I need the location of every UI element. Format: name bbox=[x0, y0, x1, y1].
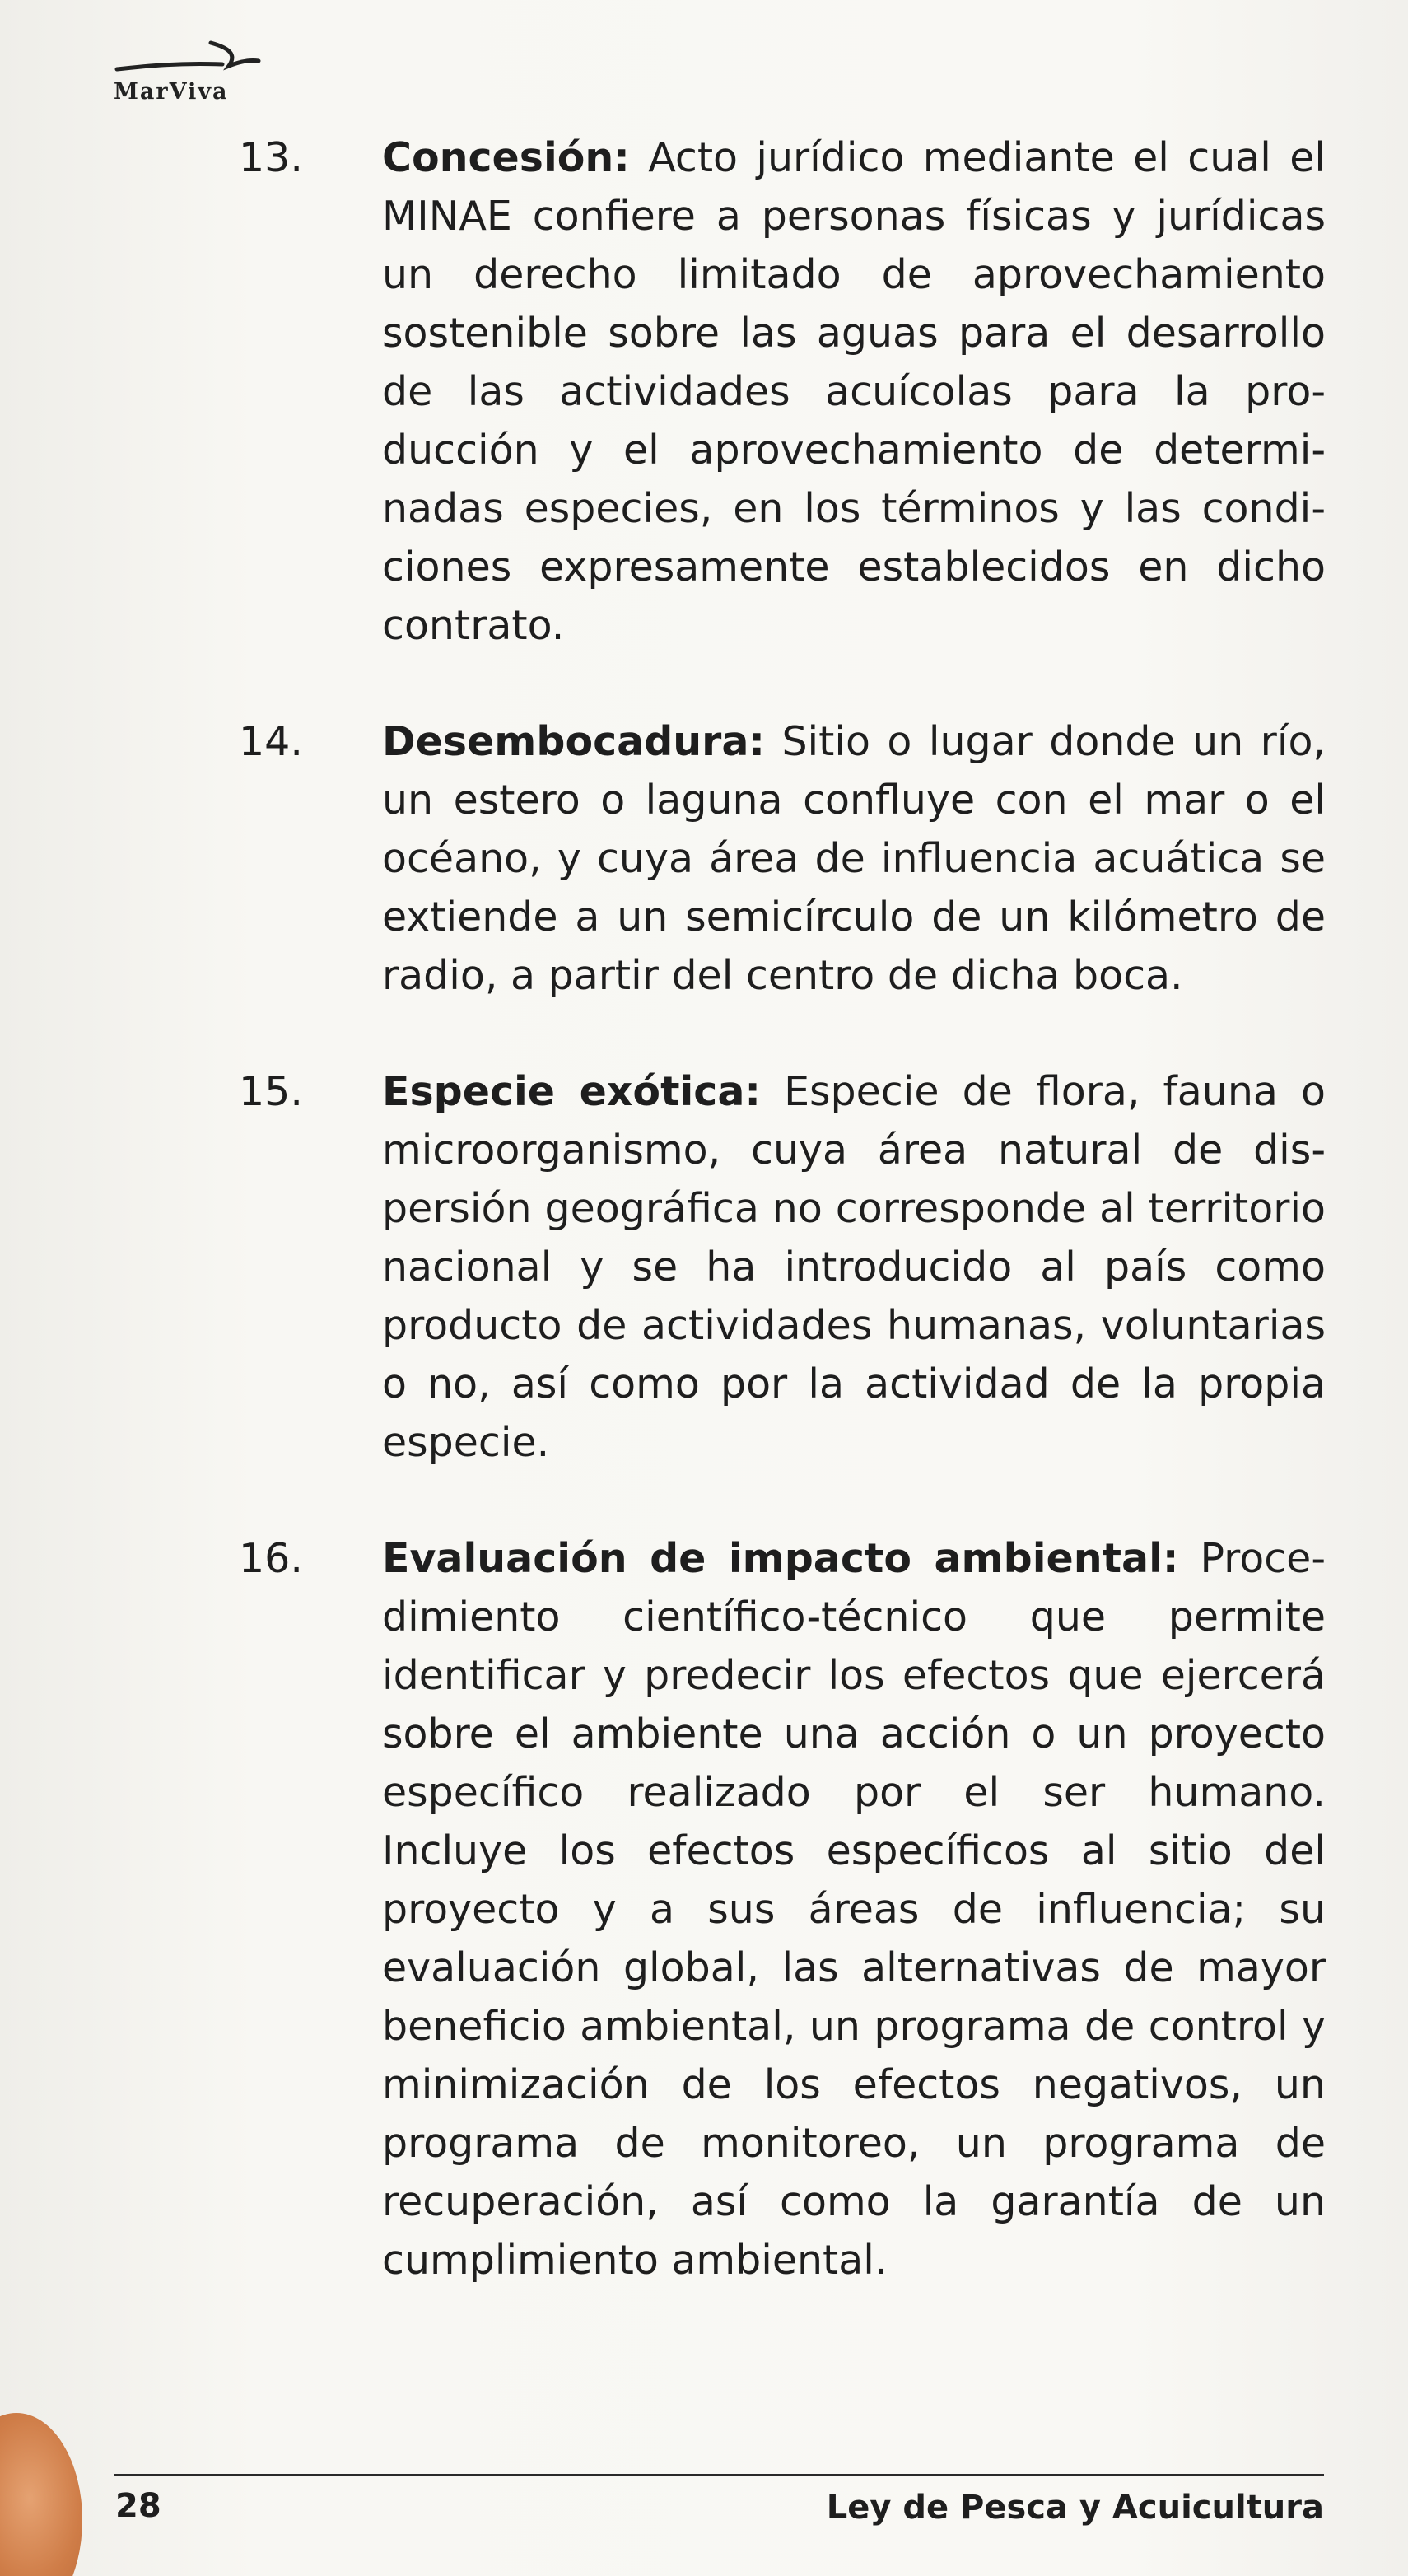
footer-divider bbox=[114, 2474, 1324, 2476]
entry-body bbox=[382, 712, 1326, 1005]
entry-term: Concesión: bbox=[382, 134, 630, 181]
entry-definition: Acto jurídico mediante el cual el MINAE confiere a personas físicas y jurídicas un derecho limitado de aprovechamiento sostenible sobre las aguas para el desarrollo de las actividades acuícolas para la producción y el aprovechamiento de determinadas especies, en los términos y las condiciones expresamente establecidos en dicho contrato. bbox=[382, 134, 1326, 649]
wave-icon bbox=[114, 33, 278, 82]
thumb-photo-artifact bbox=[0, 2413, 82, 2576]
entry-term: Evaluación de impacto ambiental: bbox=[382, 1535, 1179, 1582]
entry-definition: Sitio o lugar donde un río, un estero o laguna confluye con el mar o el océano, y cuya área de influencia acuática se extiende a un semicírculo de un kilómetro de radio, a partir del centro de dicha boca. bbox=[382, 718, 1326, 999]
logo-text: MarViva bbox=[114, 79, 229, 105]
definition-entry bbox=[239, 712, 1326, 1005]
definition-list bbox=[239, 128, 1326, 2347]
entry-definition: Procedimiento científico-técnico que permite identificar y predecir los efectos que ejercerá sobre el ambiente una acción o un proyecto específico realizado por el ser humano. Incluye los efectos específicos al sitio del proyecto y a sus áreas de influencia; su evaluación global, las alternativas de mayor beneficio ambiental, un programa de control y minimización de los efectos negativos, un programa de monitoreo, un programa de recuperación, así como la garantía de un cumplimiento ambiental. bbox=[382, 1535, 1326, 2284]
entry-body bbox=[382, 128, 1326, 655]
entry-number: 16. bbox=[239, 1535, 303, 1582]
definition-entry bbox=[239, 1529, 1326, 2289]
entry-body bbox=[382, 1062, 1326, 1472]
entry-number: 14. bbox=[239, 718, 303, 765]
definition-entry bbox=[239, 1062, 1326, 1472]
marviva-logo bbox=[114, 33, 278, 115]
entry-term: Desembocadura: bbox=[382, 718, 765, 765]
definition-entry bbox=[239, 128, 1326, 655]
entry-number: 15. bbox=[239, 1068, 303, 1115]
running-footer-title: Ley de Pesca y Acuicultura bbox=[826, 2489, 1324, 2527]
page-number: 28 bbox=[115, 2487, 161, 2525]
entry-term: Especie exótica: bbox=[382, 1068, 761, 1115]
entry-definition: Especie de flora, fauna o microorganismo, cuya área natural de dispersión geográfica no corresponde al territorio nacional y se ha introducido al país como producto de actividades humanas, voluntarias o no, así como por la actividad de la propia especie. bbox=[382, 1068, 1326, 1466]
entry-number: 13. bbox=[239, 134, 303, 181]
entry-body bbox=[382, 1529, 1326, 2289]
